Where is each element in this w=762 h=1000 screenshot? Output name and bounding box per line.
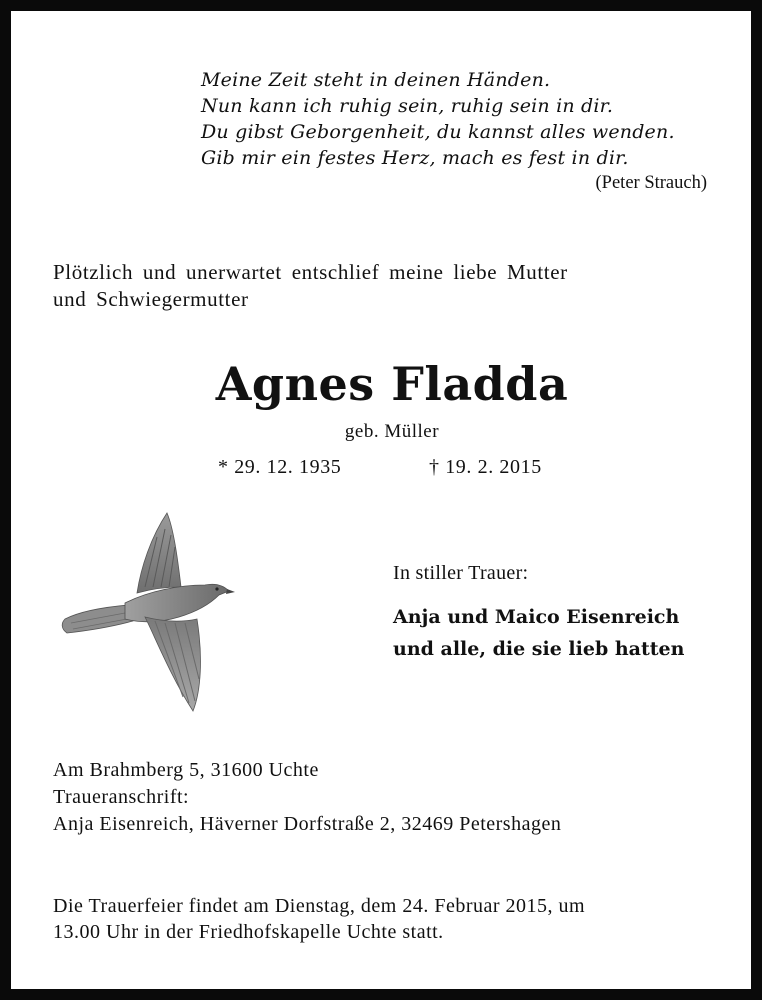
death-date: † 19. 2. 2015	[429, 456, 542, 478]
mourning-label: In stiller Trauer:	[393, 562, 529, 584]
mourners-names	[393, 601, 684, 665]
poem-line-2: Nun kann ich ruhig sein, ruhig sein in dir.	[201, 95, 614, 117]
bird-icon	[59, 507, 235, 713]
poem-line-4: Gib mir ein festes Herz, mach es fest in dir.	[201, 147, 629, 169]
mourning-address: Anja Eisenreich, Häverner Dorfstraße 2, 32469 Petershagen	[53, 813, 562, 835]
address-block	[53, 757, 743, 838]
mourners-line-1: Anja und Maico Eisenreich	[393, 606, 680, 628]
poem-line-1: Meine Zeit steht in deinen Händen.	[201, 69, 551, 91]
birth-date: * 29. 12. 1935	[218, 456, 342, 478]
intro-text	[53, 259, 731, 313]
bird-tail	[62, 605, 133, 633]
intro-line-1: Plötzlich und unerwartet entschlief meine liebe Mutter	[53, 260, 568, 284]
service-line-1: Die Trauerfeier findet am Dienstag, dem 24. Februar 2015, um	[53, 895, 586, 917]
mourners-line-2: und alle, die sie lieb hatten	[393, 638, 685, 660]
maiden-name: geb. Müller	[344, 421, 440, 442]
mourning-address-label: Traueranschrift:	[53, 786, 190, 808]
home-address: Am Brahmberg 5, 31600 Uchte	[53, 759, 319, 781]
deceased-name: Agnes Fladda	[215, 357, 569, 411]
poem-verse	[201, 67, 731, 171]
bird-lower-wing	[145, 617, 200, 711]
service-line-2: 13.00 Uhr in der Friedhofskapelle Uchte statt.	[53, 921, 444, 943]
poem-author: (Peter Strauch)	[595, 173, 707, 193]
intro-line-2: und Schwiegermutter	[53, 287, 249, 311]
poem-line-3: Du gibst Geborgenheit, du kannst alles wenden.	[201, 121, 675, 143]
funeral-service-info	[53, 893, 743, 945]
